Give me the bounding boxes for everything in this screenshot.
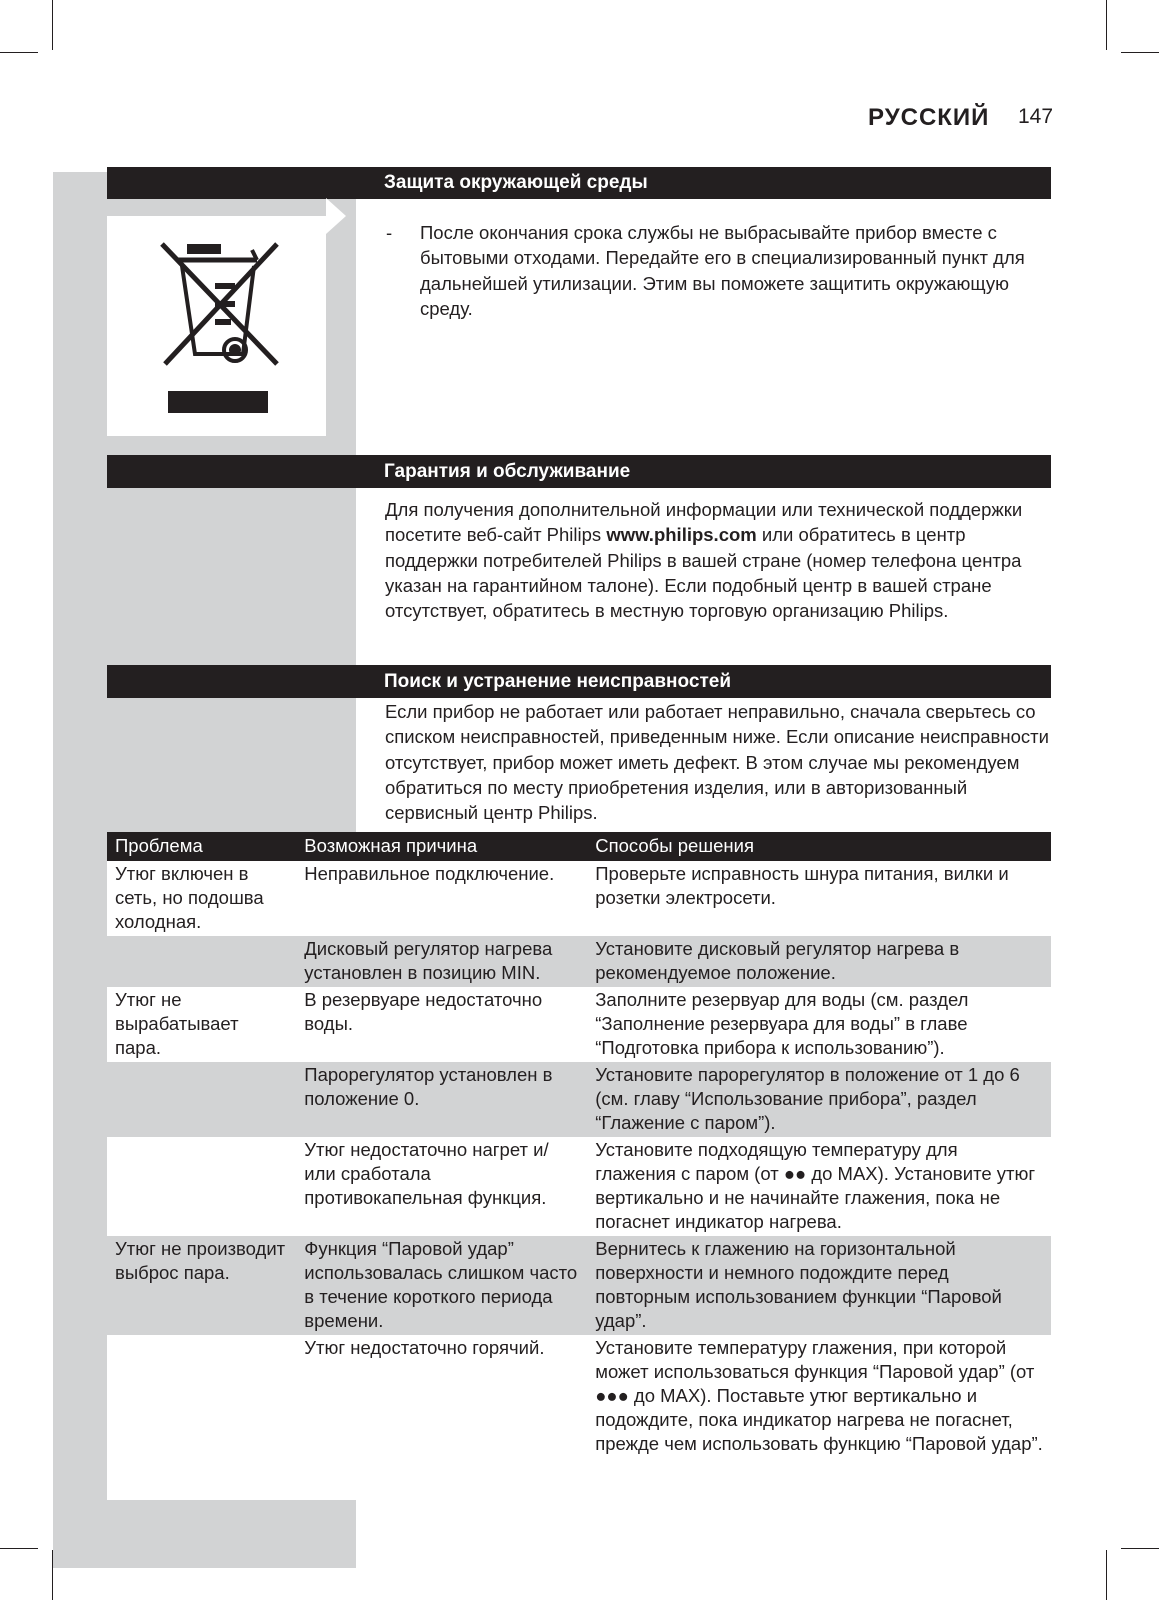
- section-title-environment: [107, 167, 1051, 199]
- philips-website-link[interactable]: www.philips.com: [606, 524, 757, 546]
- section-title-text: Поиск и устранение неисправностей: [384, 671, 732, 692]
- recycle-icon-box: [107, 216, 326, 436]
- cause-cell: Дисковый регулятор нагрева установлен в позицию MIN.: [296, 936, 587, 987]
- crop-mark: [1106, 0, 1107, 50]
- section-title-troubleshooting: [107, 665, 1051, 698]
- solution-cell: Проверьте исправность шнура питания, вилки и розетки электросети.: [595, 863, 1009, 908]
- table-row: [107, 861, 1051, 936]
- guarantee-text-after: или обратитесь в центр поддержки потребителей Philips в вашей стране (номер телефона центра указан на гарантийном талоне). Если подобный центр в вашей стране отсутствует, обратитесь в местную торговую организацию Philips.: [385, 524, 1022, 622]
- cause-cell: Утюг недостаточно нагрет и/или сработала противокапельная функция.: [304, 1139, 549, 1208]
- crop-mark: [1121, 52, 1159, 53]
- problem-cell: [107, 1335, 296, 1458]
- problem-cell: [107, 1137, 296, 1236]
- problem-cell: Утюг не производит выброс пара.: [107, 1236, 296, 1335]
- solution-cell: Вернитесь к глажению на горизонтальной поверхности и немного подождите перед повторным использованием функции “Паровой удар”.: [587, 1236, 1051, 1335]
- cause-cell: Неправильное подключение.: [304, 863, 555, 884]
- table-row: [107, 1062, 1051, 1137]
- table-header-row: [107, 832, 1051, 861]
- section-title-guarantee: [107, 455, 1051, 488]
- troubleshooting-table: [107, 832, 1051, 1458]
- crop-mark: [52, 0, 53, 50]
- column-header-cause: Возможная причина: [296, 832, 587, 861]
- solution-cell: Установите температуру глажения, при которой может использоваться функция “Паровой удар” (от ●●● до MAX). Поставьте утюг вертикально и подождите, пока индикатор нагрева не погаснет, прежде чем использовать функцию “Паровой удар”.: [595, 1337, 1043, 1454]
- side-column-bg: [53, 488, 356, 833]
- cause-cell: Парорегулятор установлен в положение 0.: [296, 1062, 587, 1137]
- environment-dash: -: [386, 222, 393, 243]
- crop-mark: [0, 1548, 38, 1549]
- crop-mark: [1121, 1548, 1159, 1549]
- cause-cell: Функция “Паровой удар” использовалась слишком часто в течение короткого периода времени.: [296, 1236, 587, 1335]
- column-header-problem: Проблема: [107, 832, 296, 861]
- column-header-solution: Способы решения: [587, 832, 1051, 861]
- solution-cell: Установите дисковый регулятор нагрева в рекомендуемое положение.: [587, 936, 1051, 987]
- guarantee-text-before: Для получения дополнительной информации или технической поддержки посетите веб-сайт Philips: [385, 499, 1023, 546]
- problem-cell: [107, 936, 296, 987]
- side-column-bg: [53, 1500, 356, 1568]
- language-label: РУССКИЙ: [868, 104, 990, 131]
- solution-cell: Установите подходящую температуру для глажения с паром (от ●● до MAX). Установите утюг вертикально и не начинайте глажения, пока не погаснет индикатор нагрева.: [595, 1139, 1036, 1232]
- environment-text: После окончания срока службы не выбрасывайте прибор вместе с бытовыми отходами. Передайте его в специализированный пункт для дальнейшей утилизации. Этим вы поможете защитить окружающую среду.: [420, 222, 1025, 319]
- table-row: [107, 987, 1051, 1062]
- table-row: [107, 1335, 1051, 1458]
- table-row: [107, 1236, 1051, 1335]
- crop-mark: [0, 52, 38, 53]
- troubleshooting-intro: Если прибор не работает или работает неправильно, сначала сверьтесь со списком неисправностей, приведенным ниже. Если описание неисправности отсутствует, прибор может иметь дефект. В этом случае мы рекомендуем обратиться по месту приобретения изделия, или в авторизованный сервисный центр Philips.: [385, 701, 1049, 824]
- page-number: 147: [1018, 105, 1054, 128]
- crop-mark: [1106, 1550, 1107, 1600]
- callout-notch: [326, 198, 346, 234]
- solution-cell: Установите парорегулятор в положение от 1 до 6 (см. главу “Использование прибора”, раздел “Глажение с паром”).: [587, 1062, 1051, 1137]
- solution-cell: Заполните резервуар для воды (см. раздел “Заполнение резервуара для воды” в главе “Подготовка прибора к использованию”).: [595, 989, 969, 1058]
- cause-cell: В резервуаре недостаточно воды.: [304, 989, 543, 1034]
- table-row: [107, 1137, 1051, 1236]
- cause-cell: Утюг недостаточно горячий.: [304, 1337, 545, 1358]
- problem-cell: Утюг не вырабатывает пара.: [115, 989, 239, 1058]
- problem-cell: Утюг включен в сеть, но подошва холодная.: [115, 863, 264, 932]
- section-title-text: Защита окружающей среды: [384, 172, 648, 193]
- left-margin-bg: [53, 832, 107, 1522]
- guarantee-text: [385, 497, 1041, 623]
- crossed-out-wheelie-bin-icon: [107, 216, 326, 436]
- table-row: [107, 936, 1051, 987]
- section-title-text: Гарантия и обслуживание: [384, 461, 631, 482]
- problem-cell: [107, 1062, 296, 1137]
